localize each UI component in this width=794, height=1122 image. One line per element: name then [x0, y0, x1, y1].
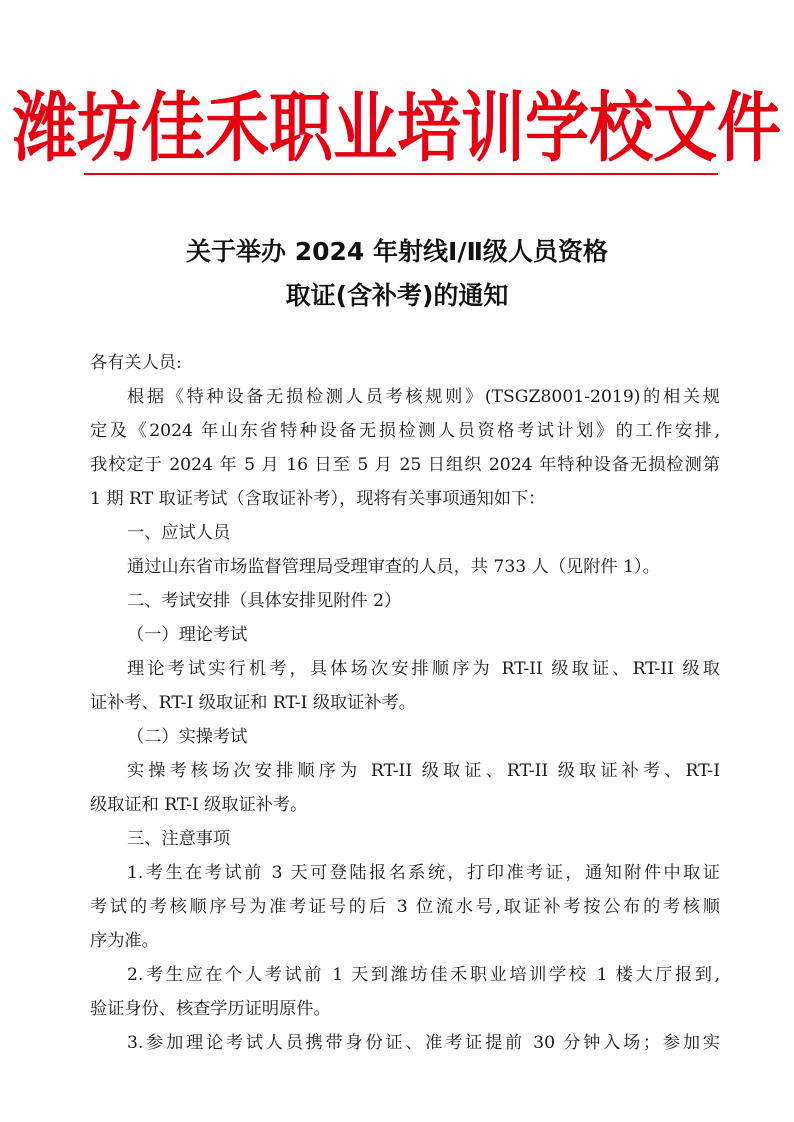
subsection-2-line: 实操考核场次安排顺序为 RT-II 级取证、RT-II 级取证补考、RT-I [127, 761, 720, 781]
section-heading-1: 一、应试人员 [127, 523, 231, 543]
section-heading-2: 二、考试安排（具体安排见附件 2） [127, 591, 402, 611]
subsection-1-line: 证补考、RT-I 级取证和 RT-I 级取证补考。 [90, 693, 416, 713]
item-2-line: 验证身份、核查学历证明原件。 [90, 999, 331, 1019]
notice-body [90, 346, 720, 1060]
item-1-line: 1.考生在考试前 3 天可登陆报名系统，打印准考证，通知附件中取证 [127, 863, 720, 883]
item-2-line: 2.考生应在个人考试前 1 天到潍坊佳禾职业培训学校 1 楼大厅报到, [127, 965, 720, 985]
subsection-1-line: 理论考试实行机考，具体场次安排顺序为 RT-II 级取证、RT-II 级取 [127, 659, 720, 679]
item-3-line: 3.参加理论考试人员携带身份证、准考证提前 30 分钟入场；参加实 [127, 1033, 720, 1053]
intro-line: 1 期 RT 取证考试（含取证补考），现将有关事项通知如下： [90, 489, 546, 509]
salutation: 各有关人员: [90, 353, 182, 373]
org-masthead: 潍坊佳禾职业培训学校文件 [13, 85, 781, 173]
subsection-heading-1: （一）理论考试 [127, 625, 248, 645]
intro-line: 定及《2024 年山东省特种设备无损检测人员资格考试计划》的工作安排, [90, 421, 720, 441]
subsection-heading-2: （二）实操考试 [127, 727, 248, 747]
intro-line: 我校定于 2024 年 5 月 16 日至 5 月 25 日组织 2024 年特种设备无损检测第 [90, 455, 720, 475]
notice-title-line-2: 取证(含补考)的通知 [285, 281, 509, 310]
red-divider-line [84, 173, 718, 175]
section-1-text: 通过山东省市场监督管理局受理审查的人员，共 733 人（见附件 1）。 [127, 557, 660, 577]
item-1-line: 序为准。 [90, 931, 159, 951]
section-heading-3: 三、注意事项 [127, 829, 231, 849]
subsection-2-line: 级取证和 RT-I 级取证补考。 [90, 795, 308, 815]
notice-title-line-1: 关于举办 2024 年射线Ⅰ/Ⅱ级人员资格 [186, 237, 608, 266]
item-1-line: 考试的考核顺序号为准考证号的后 3 位流水号,取证补考按公布的考核顺 [90, 897, 720, 917]
intro-line: 根据《特种设备无损检测人员考核规则》(TSGZ8001-2019)的相关规 [127, 387, 720, 407]
